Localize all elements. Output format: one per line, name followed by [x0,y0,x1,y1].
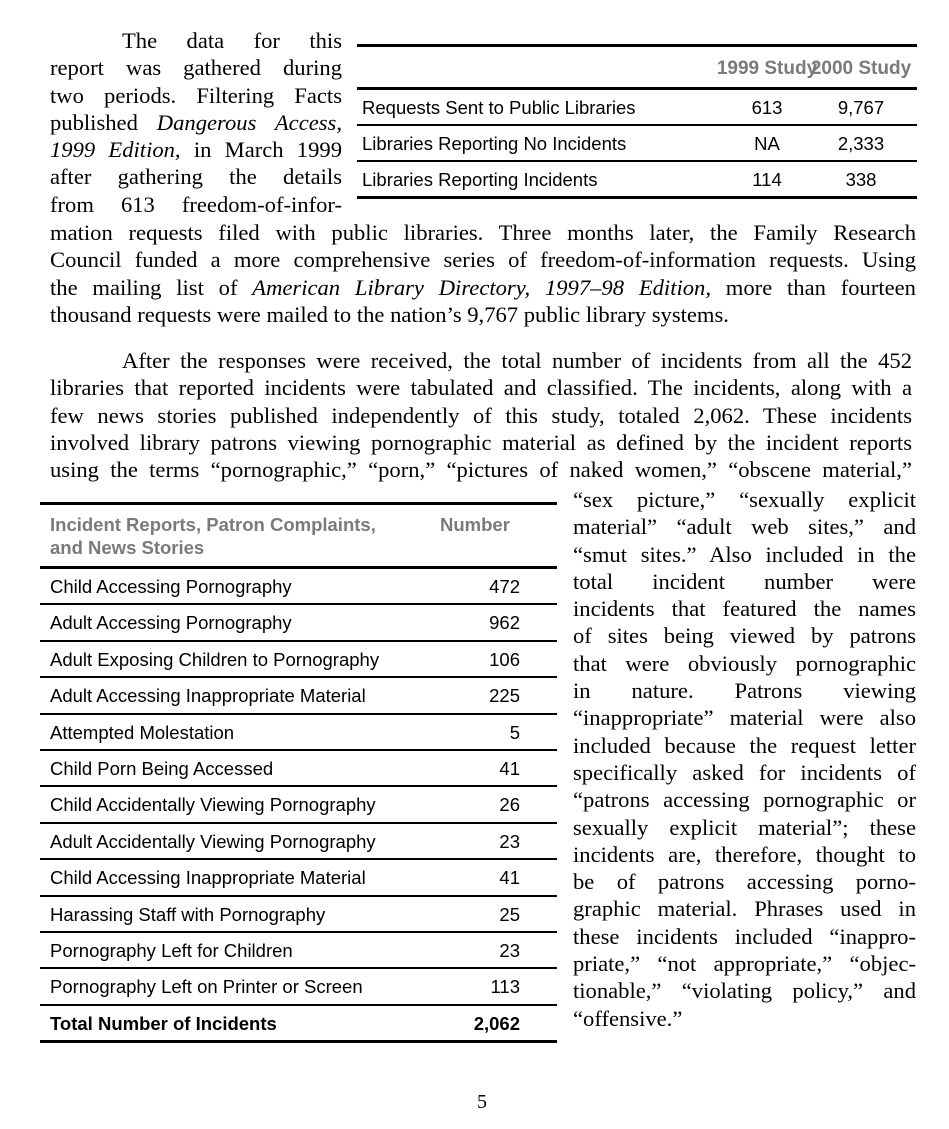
book-edition-italic: 1999 Edition, [50,137,181,163]
text-line: that were obviously pornographic [573,650,916,676]
incident-table [40,502,557,1043]
row-label: Pornography Left on Printer or Screen [50,976,363,998]
table-row [40,860,557,896]
column-header-1999: 1999 Study [716,58,818,79]
text-line: The data for this [122,28,342,53]
table-header-row [40,505,557,569]
table-row [40,969,557,1005]
table-row [40,642,557,678]
text-line [50,274,916,301]
text-line: Council funded a more comprehensive series of freedom-of-information requests. Using [50,247,916,273]
text-line: tionable,” “violating policy,” and [573,978,916,1004]
row-number: 5 [509,721,520,743]
table-row [357,126,917,162]
book-title-italic: American Library Directory, 1997–98 Edition, [252,274,711,300]
table-row [40,605,557,641]
row-label: Adult Accidentally Viewing Pornography [50,830,376,852]
row-label: Child Porn Being Accessed [50,757,274,779]
text-line: mation requests filed with public libraries. Three months later, the Family Research [50,220,916,245]
text-line: “smut sites.” Also included in the [573,541,916,567]
column-header-category [50,514,376,559]
row-label: Adult Exposing Children to Pornography [50,648,380,670]
text-line: After the responses were received, the total number of incidents from all the 452 [122,348,912,373]
row-number: 41 [499,757,520,779]
cell-2000: 9,767 [837,97,885,118]
row-label: Pornography Left for Children [50,939,293,961]
text-fragment: more than fourteen [711,274,916,300]
table-row [357,90,917,126]
text-line [50,109,342,136]
cell-1999: 613 [751,97,783,118]
table-row [40,824,557,860]
study-comparison-table [357,44,917,199]
row-number: 23 [499,830,520,852]
row-number: 25 [499,903,520,925]
book-title-italic: Dangerous Access, [156,109,342,135]
text-line: “inappropriate” material were also [573,705,916,731]
text-line: material” “adult web sites,” and [573,514,916,540]
text-line: thousand requests were mailed to the nation’s 9,767 public library systems. [50,301,729,327]
text-line: priate,” “not appropriate,” “objec- [573,951,916,977]
column-header-number: Number [440,514,510,535]
text-line: included because the request letter [573,732,916,758]
paragraph-1-full [50,219,916,328]
header-line: and News Stories [50,536,205,558]
row-number: 962 [489,612,520,634]
cell-1999: NA [754,133,780,154]
row-label: Harassing Staff with Pornography [50,903,326,925]
row-label: Libraries Reporting Incidents [362,169,598,190]
text-line: report was gathered during [50,55,342,81]
text-line: specifically asked for incidents of [573,759,916,785]
total-label: Total Number of Incidents [50,1012,277,1034]
text-line: in nature. Patrons viewing [573,678,916,704]
table-row [40,933,557,969]
text-line: two periods. Filtering Facts [50,82,342,108]
text-fragment: in March 1999 [180,137,342,163]
row-label: Adult Accessing Inappropriate Material [50,685,366,707]
table-row [40,715,557,751]
table-row [40,787,557,823]
table-header-row [357,47,917,90]
text-line: of sites being viewed by patrons [573,623,916,649]
text-line: incidents are, therefore, thought to [573,841,916,867]
row-label: Child Accessing Inappropriate Material [50,867,366,889]
paragraph-1-narrow [50,27,342,218]
table-row [40,678,557,714]
text-line: “sex picture,” “sexually explicit [573,487,916,512]
row-number: 113 [490,976,520,998]
cell-2000: 338 [845,169,877,190]
text-line: few news stories published independently of this study, totaled 2,062. These incidents [50,402,912,428]
row-number: 41 [499,867,520,889]
row-number: 106 [489,648,520,670]
text-line: involved library patrons viewing pornographic material as defined by the incident reports [50,429,912,455]
table-row [40,751,557,787]
text-line: “offensive.” [573,1005,683,1031]
text-line: sexually explicit material”; these [573,814,916,840]
text-fragment: published [50,109,138,135]
row-label: Requests Sent to Public Libraries [362,97,636,118]
row-number: 26 [499,794,520,816]
row-label: Attempted Molestation [50,721,235,743]
header-line: Incident Reports, Patron Complaints, [50,514,376,535]
row-number: 472 [489,576,520,597]
text-line: using the terms “pornographic,” “porn,” “pictures of naked women,” “obscene material,” [50,457,912,483]
table-total-row [40,1006,557,1043]
text-line: graphic material. Phrases used in [573,896,916,922]
row-number: 225 [489,685,520,707]
text-line: total incident number were [573,568,916,594]
row-label: Adult Accessing Pornography [50,612,292,634]
row-label: Libraries Reporting No Incidents [362,133,627,154]
row-label: Child Accessing Pornography [50,576,292,597]
table-row [40,569,557,605]
text-line: these incidents included “inappro- [573,923,916,949]
text-line: after gathering the details [50,164,342,190]
paragraph-2 [50,347,912,483]
row-number: 23 [499,939,520,961]
text-line: be of patrons accessing porno- [573,869,916,895]
text-line [50,136,342,163]
text-line: from 613 freedom-of-infor- [50,191,342,217]
paragraph-3 [573,486,916,1032]
cell-1999: 114 [752,169,782,190]
text-line: “patrons accessing pornographic or [573,787,916,813]
table-row [40,897,557,933]
text-fragment: the mailing list of [50,274,238,300]
text-line: incidents that featured the names [573,596,916,622]
row-label: Child Accidentally Viewing Pornography [50,794,376,816]
total-number: 2,062 [473,1012,520,1034]
text-line: libraries that reported incidents were tabulated and classified. The incidents, along with a [50,375,912,401]
cell-2000: 2,333 [837,133,885,154]
page-number: 5 [477,1091,487,1113]
table-row [357,162,917,199]
column-header-2000: 2000 Study [810,58,912,79]
